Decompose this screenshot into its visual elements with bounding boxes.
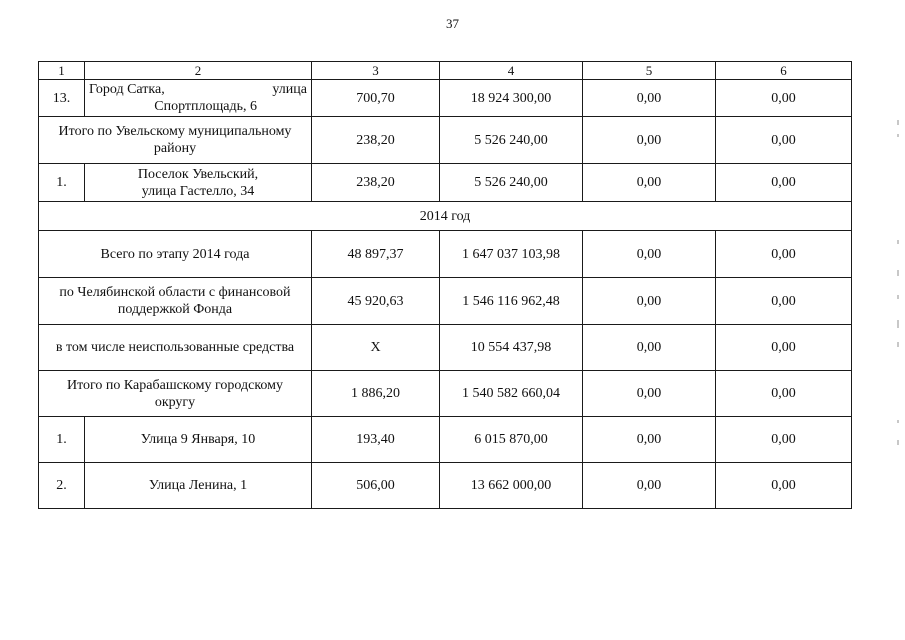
row-number: 1.: [39, 164, 85, 202]
total-label: Всего по этапу 2014 года: [39, 231, 312, 278]
header-cell-5: 5: [583, 62, 716, 80]
col5-cell: 0,00: [583, 417, 716, 463]
address-cell: [85, 80, 312, 117]
area-cell: 48 897,37: [312, 231, 440, 278]
area-cell: X: [312, 325, 440, 371]
subtotal-label-line-1: по Челябинской области с финансовой: [59, 285, 291, 300]
subtotal-row: [39, 325, 852, 371]
area-cell: 193,40: [312, 417, 440, 463]
area-cell: 238,20: [312, 164, 440, 202]
row-number: 1.: [39, 417, 85, 463]
col5-cell: 0,00: [583, 325, 716, 371]
subtotal-label-line-1: Итого по Увельскому муниципальному: [58, 124, 292, 139]
col6-cell: 0,00: [716, 278, 852, 325]
subtotal-label: [39, 371, 312, 417]
header-cell-4: 4: [440, 62, 583, 80]
header-cell-1: 1: [39, 62, 85, 80]
header-cell-3: 3: [312, 62, 440, 80]
data-table: [38, 61, 852, 509]
col6-cell: 0,00: [716, 417, 852, 463]
col6-cell: 0,00: [716, 371, 852, 417]
area-cell: 1 886,20: [312, 371, 440, 417]
amount-cell: 18 924 300,00: [440, 80, 583, 117]
amount-cell: 5 526 240,00: [440, 117, 583, 164]
table-header-row: [39, 62, 852, 80]
area-cell: 506,00: [312, 463, 440, 509]
amount-cell: 1 647 037 103,98: [440, 231, 583, 278]
col6-cell: 0,00: [716, 463, 852, 509]
subtotal-label: [39, 117, 312, 164]
col5-cell: 0,00: [583, 371, 716, 417]
col6-cell: 0,00: [716, 164, 852, 202]
subtotal-row: [39, 117, 852, 164]
header-cell-6: 6: [716, 62, 852, 80]
scan-margin-marks: [887, 120, 899, 500]
amount-cell: 10 554 437,98: [440, 325, 583, 371]
address-cell: [85, 164, 312, 202]
subtotal-label-line-1: Итого по Карабашскому городскому: [66, 377, 284, 393]
address-cell: Улица 9 Января, 10: [85, 417, 312, 463]
amount-cell: 6 015 870,00: [440, 417, 583, 463]
section-row: [39, 202, 852, 231]
row-number: 13.: [39, 80, 85, 117]
table-row: [39, 164, 852, 202]
subtotal-label-line-2: поддержкой Фонда: [117, 302, 233, 317]
col6-cell: 0,00: [716, 80, 852, 117]
subtotal-label: [39, 278, 312, 325]
subtotal-label: в том числе неиспользованные средства: [39, 325, 312, 371]
subtotal-row: [39, 371, 852, 417]
col5-cell: 0,00: [583, 164, 716, 202]
table-row: [39, 80, 852, 117]
area-cell: 700,70: [312, 80, 440, 117]
address-line-1: Город Сатка,: [89, 82, 165, 97]
amount-cell: 1 546 116 962,48: [440, 278, 583, 325]
row-number: 2.: [39, 463, 85, 509]
col6-cell: 0,00: [716, 117, 852, 164]
col5-cell: 0,00: [583, 278, 716, 325]
table-row: [39, 463, 852, 509]
section-title: 2014 год: [39, 202, 852, 231]
subtotal-row: [39, 278, 852, 325]
col5-cell: 0,00: [583, 117, 716, 164]
address-cell: Улица Ленина, 1: [85, 463, 312, 509]
col5-cell: 0,00: [583, 463, 716, 509]
col6-cell: 0,00: [716, 325, 852, 371]
amount-cell: 5 526 240,00: [440, 164, 583, 202]
area-cell: 45 920,63: [312, 278, 440, 325]
area-cell: 238,20: [312, 117, 440, 164]
address-line-2: улица Гастелло, 34: [141, 183, 255, 199]
col6-cell: 0,00: [716, 231, 852, 278]
header-cell-2: 2: [85, 62, 312, 80]
col5-cell: 0,00: [583, 231, 716, 278]
address-line-1b: улица: [272, 82, 307, 97]
address-line-1: Поселок Увельский,: [137, 166, 259, 182]
page-number: 37: [446, 16, 459, 31]
amount-cell: 1 540 582 660,04: [440, 371, 583, 417]
total-row: [39, 231, 852, 278]
subtotal-label-line-2: району: [153, 141, 197, 156]
address-line-2: Спортплощадь, 6: [154, 99, 257, 114]
table-row: [39, 417, 852, 463]
subtotal-label-line-2: округу: [154, 394, 196, 410]
col5-cell: 0,00: [583, 80, 716, 117]
amount-cell: 13 662 000,00: [440, 463, 583, 509]
